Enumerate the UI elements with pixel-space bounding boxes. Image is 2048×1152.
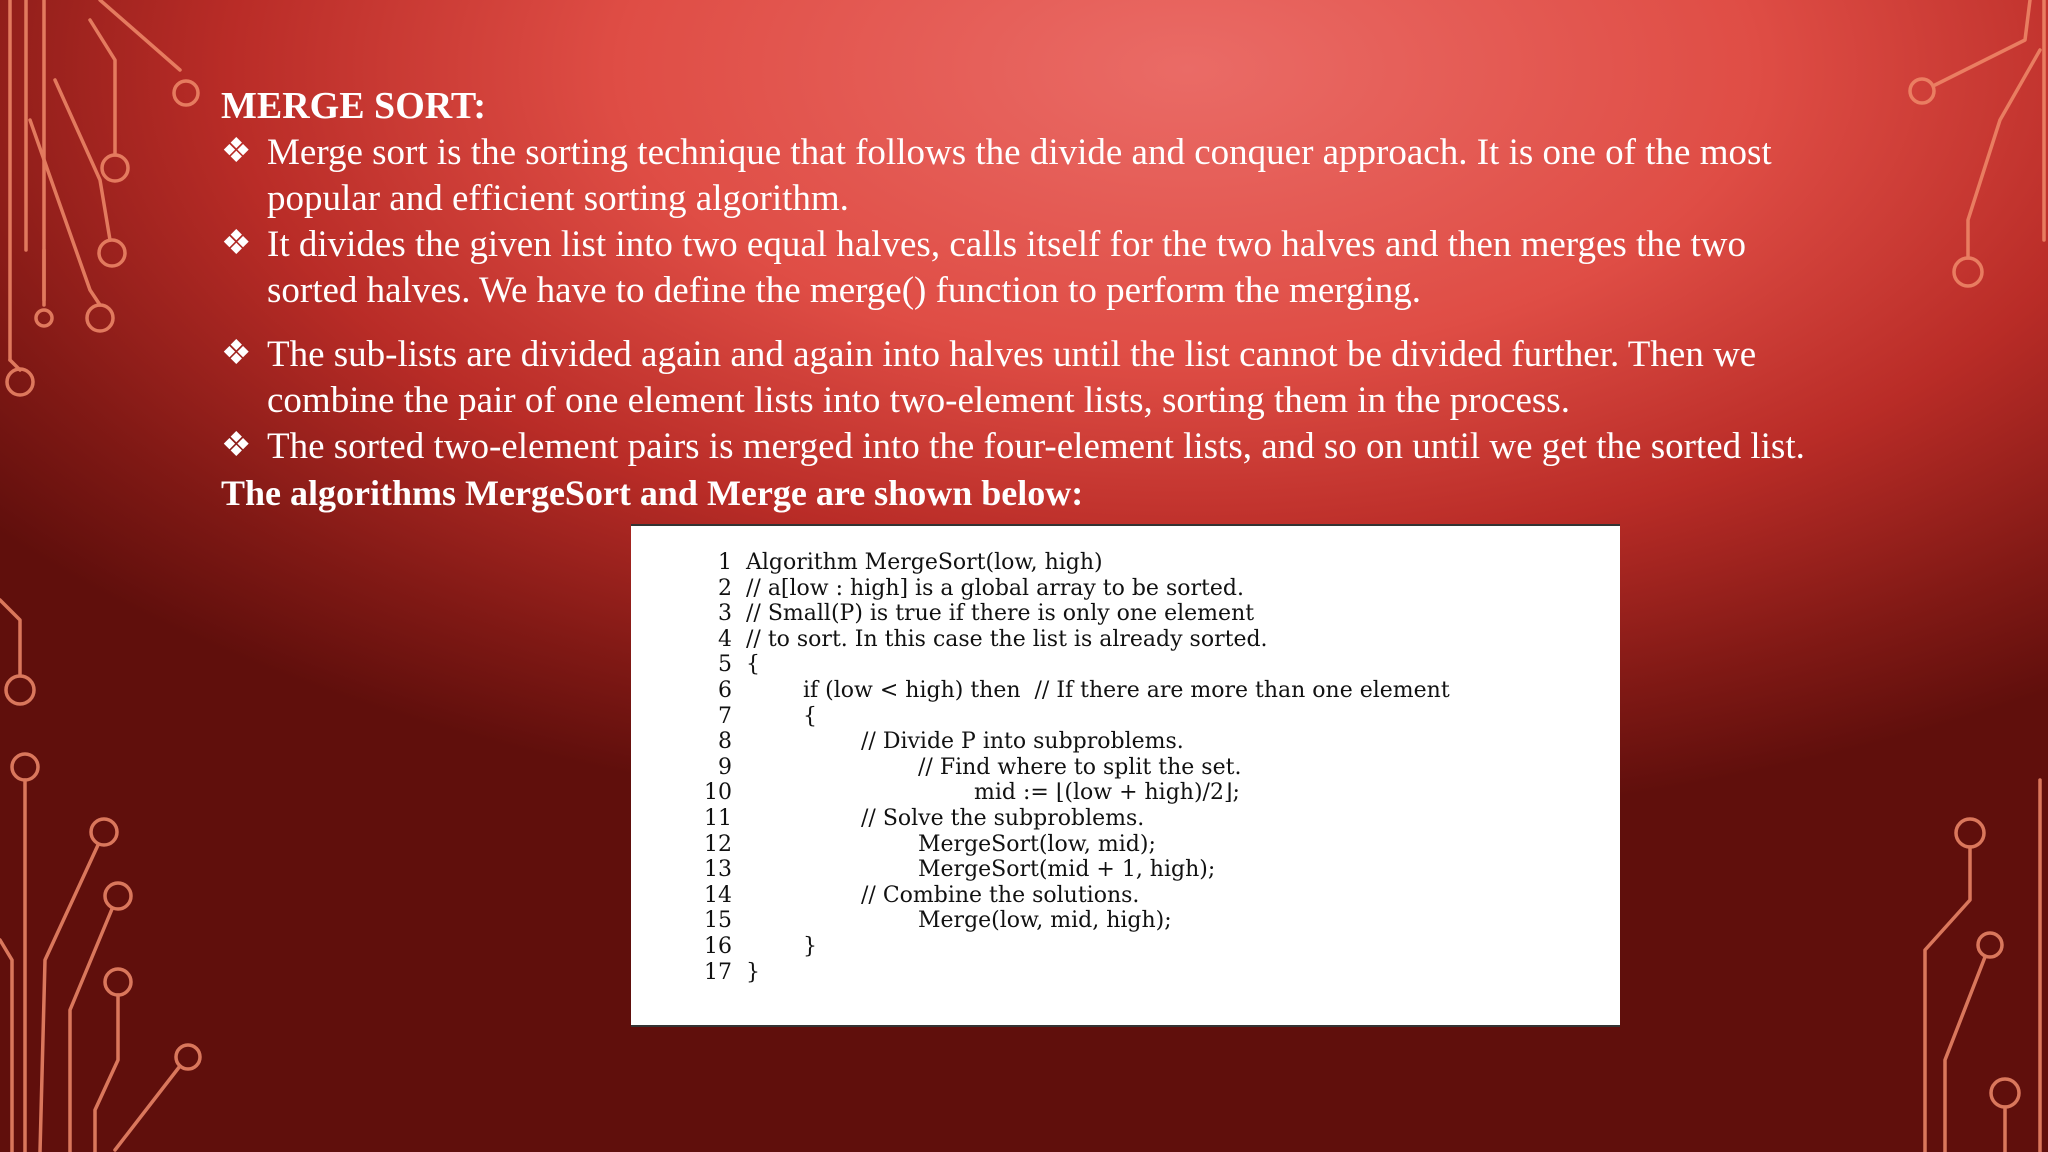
diamond-bullet-icon: ❖ — [221, 225, 252, 262]
slide-content — [221, 82, 1901, 516]
bullet-item: ❖ Merge sort is the sorting technique that follows the divide and conquer approach. It is one of the most popular and efficient sorting algorithm. — [221, 130, 1901, 222]
slide-heading: MERGE SORT: — [221, 85, 487, 127]
bullet-item: ❖ The sub-lists are divided again and again into halves until the list cannot be divided further. Then we combine the pair of one element lists into two-element lists, sorting them in the process. — [221, 332, 1901, 424]
diamond-bullet-icon: ❖ — [221, 335, 252, 372]
algorithms-intro: The algorithms MergeSort and Merge are shown below: — [221, 473, 1084, 513]
algorithm-listing: 1 Algorithm MergeSort(low, high) 2 // a[low : high] is a global array to be sorted. 3 // Small(P) is true if there is only one element 4 // to sort. In this case the list is already sorted. 5 { 6 if (low < high) then // If there are more than one element 7 { 8 // Divide P into subproblems. 9 // Find where to split the set. 10 mid := ⌊(low + high)/2⌋; 11 // Solve the subproblems. 12 MergeSort(low, mid); 13 MergeSort(mid + 1, high); 14 // Combine the solutions. 15 Merge(low, mid, high); 16 } 17 } — [631, 524, 1620, 1027]
bullet-item: ❖ It divides the given list into two equal halves, calls itself for the two halves and then merges the two sorted halves. We have to define the merge() function to perform the merging. — [221, 222, 1901, 314]
bullet-item: ❖ The sorted two-element pairs is merged into the four-element lists, and so on until we get the sorted list. — [221, 424, 1901, 470]
bullet-list — [221, 130, 1901, 470]
diamond-bullet-icon: ❖ — [221, 427, 252, 464]
diamond-bullet-icon: ❖ — [221, 133, 252, 170]
